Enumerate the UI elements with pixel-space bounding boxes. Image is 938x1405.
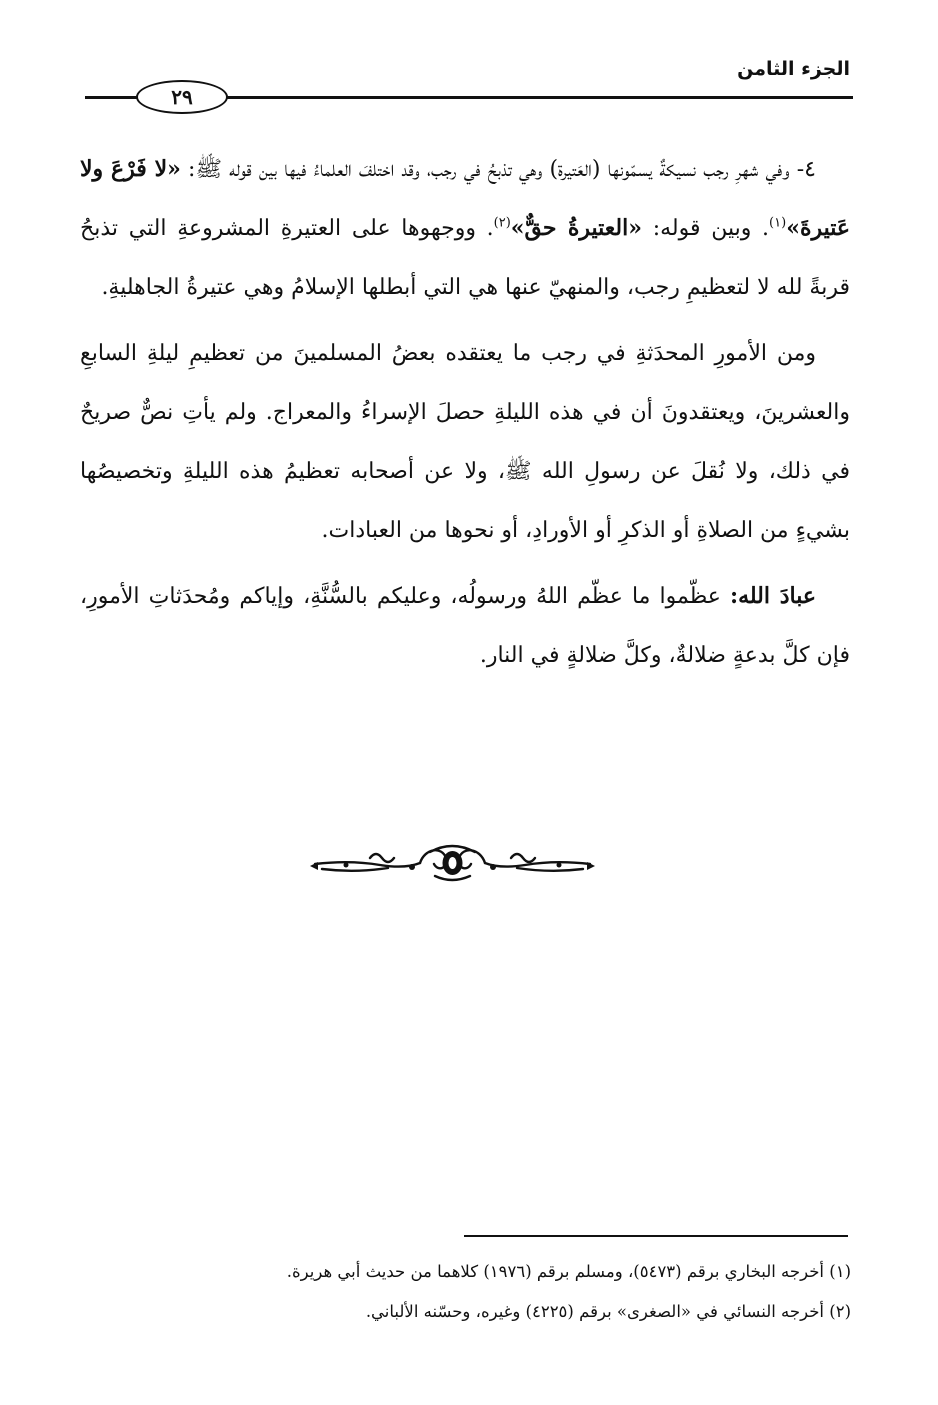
paragraph-exhortation: [80, 567, 850, 685]
running-header-title: الجزء الثامن: [737, 58, 850, 80]
footnote-ref-1[interactable]: (١): [769, 215, 787, 231]
footnote-2: (٢) أخرجه النسائي في «الصغرى» برقم (٤٢٢٥) وغيره، وحسّنه الألباني.: [365, 1302, 851, 1321]
exhortation-lead: عبادَ الله:: [729, 583, 817, 609]
main-text: [80, 140, 850, 692]
footnotes: [85, 1252, 851, 1332]
footnote-separator: [464, 1235, 848, 1237]
paragraph-atira-part-b: . وبين قوله:: [642, 216, 770, 241]
page-number-text: ٢٩: [171, 85, 193, 109]
exhortation-text: عظّموا ما عظّم اللهُ ورسولُه، وعليكم بالسُّنَّةِ، وإياكم ومُحدَثاتِ الأمورِ، فإن كلَّ بدعةٍ ضلالةٌ، وكلَّ ضلالةٍ في النار.: [80, 584, 850, 668]
paragraph-atira-part-c: . ووجهوها على العتيرةِ المشروعةِ التي تذبحُ قربةً لله لا لتعظيمِ رجب، والمنهيّ عنها هي التي أبطلها الإسلامُ وهي عتيرةُ الجاهليةِ.: [80, 216, 850, 300]
hadith-quote-2: «العتيرةُ حقٌّ»: [510, 215, 642, 241]
paragraph-atira-part-a: ٤- وفي شهرِ رجب نسيكةٌ يسمّونها (العَتيرة) وهي تذبحُ في رجب، وقد اختلفَ العلماءُ فيها بين قوله ﷺ:: [180, 157, 816, 182]
decorative-divider-ornament: [310, 838, 595, 888]
footnote-1: (١) أخرجه البخاري برقم (٥٤٧٣)، ومسلم برقم (١٩٧٦) كلاهما من حديث أبي هريرة.: [286, 1262, 851, 1281]
footnote-ref-2[interactable]: (٢): [493, 215, 511, 231]
paragraph-innovations: ومن الأمورِ المحدَثةِ في رجب ما يعتقده بعضُ المسلمينَ من تعظيمِ ليلةِ السابعِ والعشرينَ، ويعتقدونَ أن في هذه الليلةِ حصلَ الإسراءُ والمعراج. ولم يأتِ نصٌّ صريحٌ في ذلك، ولا نُقلَ عن رسولِ الله ﷺ، ولا عن أصحابه تعظيمُ هذه الليلةِ وتخصيصُها بشيءٍ من الصلاةِ أو الذكرِ أو الأورادِ، أو نحوها من العبادات.: [80, 341, 850, 543]
hadith-quote-1: «لا فَرْعَ ولا عَتيرةَ»: [80, 156, 851, 241]
paragraph-atira: [80, 140, 850, 317]
page-number: [136, 80, 228, 114]
